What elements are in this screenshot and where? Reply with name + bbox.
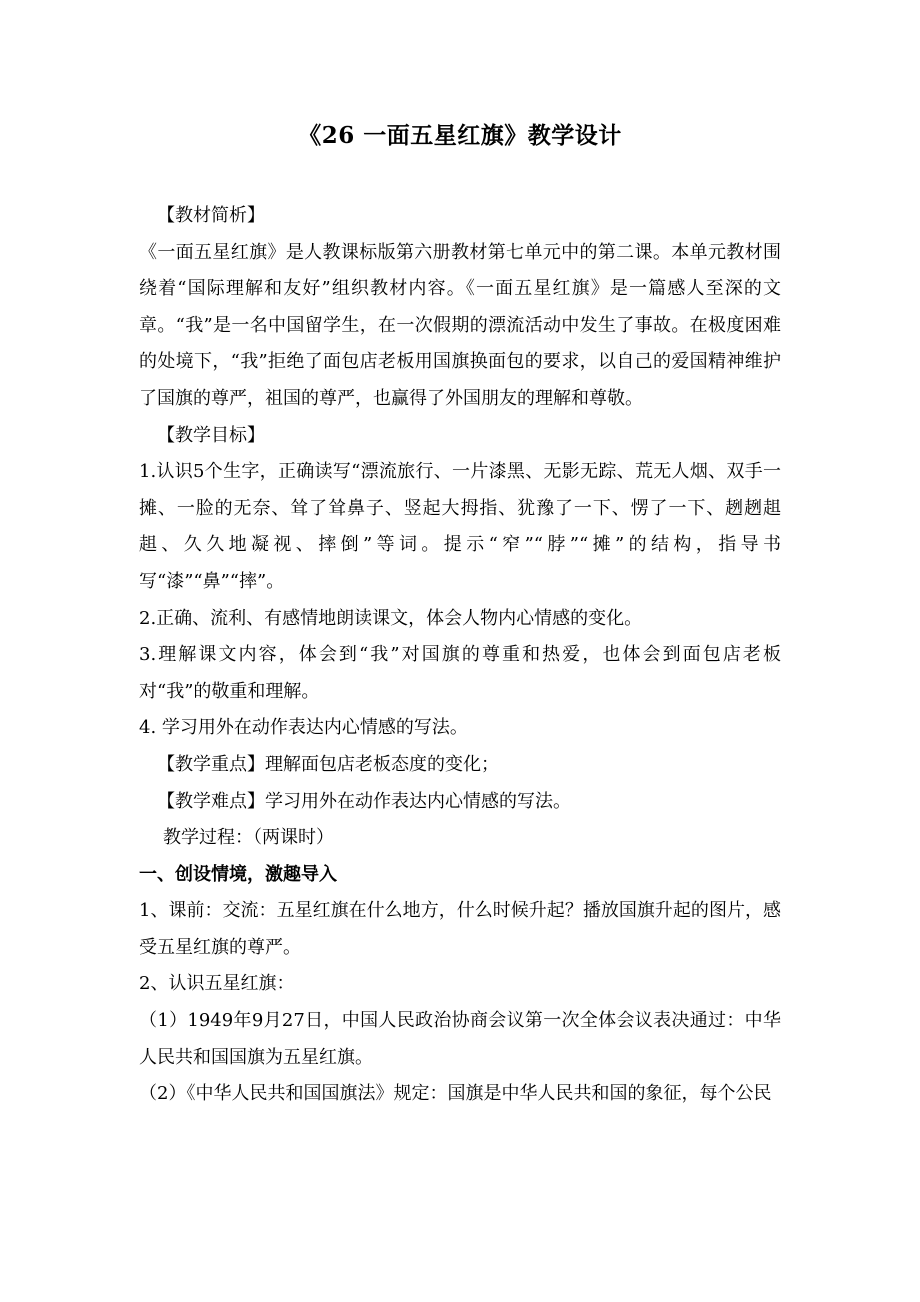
teaching-process: 教学过程：（两课时）: [163, 827, 334, 849]
goal-3: 3.理解课文内容，体会到“我”对国旗的尊重和热爱，也体会到面包店老板对“我”的敬重和理解。: [139, 644, 781, 702]
item-2: 2、认识五星红旗：: [139, 973, 295, 995]
analysis-paragraph: 《一面五星红旗》是人教课标版第六册教材第七单元中的第二课。本单元教材围绕着“国际理解和友好”组织教材内容。《一面五星红旗》是一篇感人至深的文章。“我”是一名中国留学生，在一次假期的漂流活动中发生了事故。在极度困难的处境下，“我”拒绝了面包店老板用国旗换面包的要求，以自己的爱国精神维护了国旗的尊严，祖国的尊严，也赢得了外国朋友的理解和尊敬。: [139, 241, 781, 409]
key-point: 【教学重点】理解面包店老板态度的变化；: [157, 753, 499, 775]
goal-4: 4. 学习用外在动作表达内心情感的写法。: [139, 717, 468, 739]
document-title: 《26 一面五星红旗》教学设计: [298, 122, 622, 149]
sub-item-2: （2）《中华人民共和国国旗法》规定：国旗是中华人民共和国的象征，每个公民: [139, 1083, 772, 1105]
goal-2: 2.正确、流利、有感情地朗读课文，体会人物内心情感的变化。: [139, 607, 643, 629]
document-body: [139, 198, 781, 1113]
goals-heading: 【教学目标】: [157, 424, 265, 446]
sub-item-1: （1）1949年9月27日，中国人民政治协商会议第一次全体会议表决通过：中华人民共和国国旗为五星红旗。: [139, 1010, 781, 1068]
part1-heading: 一、创设情境，激趣导入: [139, 863, 337, 885]
item-1: 1、课前：交流：五星红旗在什么地方，什么时候升起？播放国旗升起的图片，感受五星红旗的尊严。: [139, 900, 781, 958]
goal-1: 1.认识5个生字，正确读写“漂流旅行、一片漆黑、无影无踪、荒无人烟、双手一摊、一脸的无奈、耸了耸鼻子、竖起大拇指、犹豫了一下、愣了一下、趔趔趄趄、久久地凝视、摔倒”等词。提示“窄”“脖”“摊”的结构，指导书写“漆”“鼻”“摔”。: [139, 461, 781, 592]
difficult-point: 【教学难点】学习用外在动作表达内心情感的写法。: [157, 790, 571, 812]
analysis-heading: 【教材简析】: [157, 205, 265, 226]
